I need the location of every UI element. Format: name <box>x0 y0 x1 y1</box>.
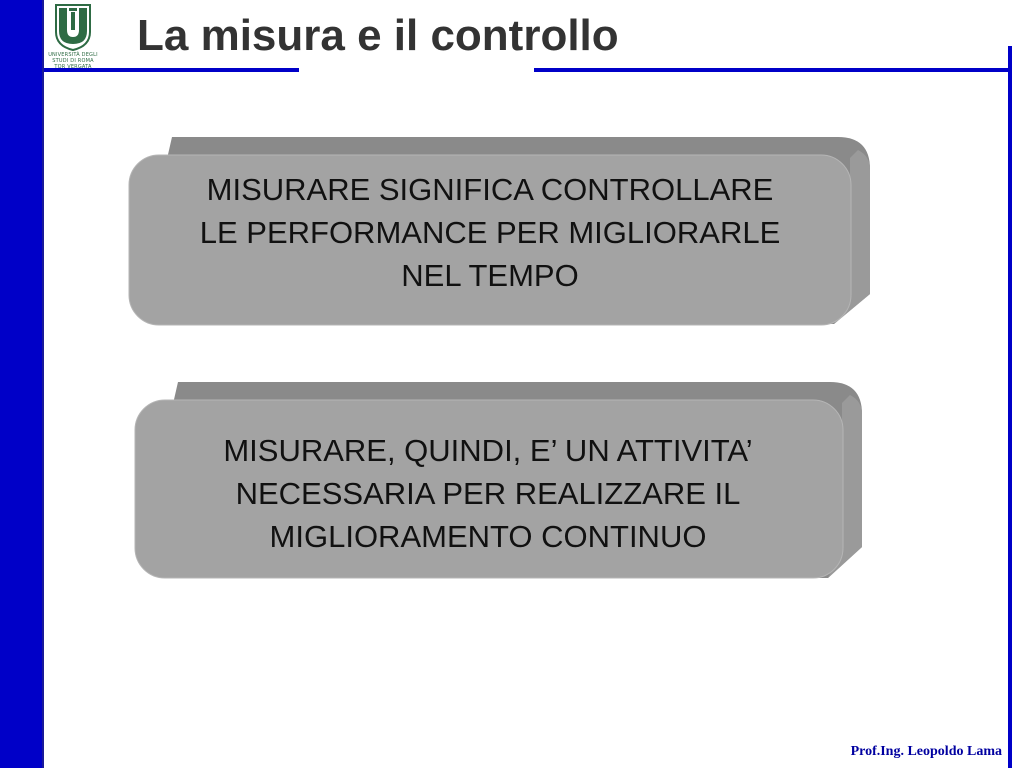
slide-title: La misura e il controllo <box>137 11 619 60</box>
left-accent-bar-edge <box>42 0 44 768</box>
statement-box-1-text: MISURARE SIGNIFICA CONTROLLARE LE PERFORMANCE PER MIGLIORARLE NEL TEMPO <box>199 172 781 293</box>
left-accent-bar <box>0 0 42 768</box>
statement-box-2 <box>134 381 864 581</box>
author-footer: Prof.Ing. Leopoldo Lama <box>850 744 1002 759</box>
statement-box-1 <box>128 136 872 328</box>
university-logo-icon <box>48 2 98 52</box>
university-logo <box>48 2 98 70</box>
statement-box-2-text: MISURARE, QUINDI, E’ UN ATTIVITA’ NECESSARIA PER REALIZZARE IL MIGLIORAMENTO CONTINUO <box>223 433 753 554</box>
logo-line-2: TOR VERGATA <box>54 64 92 70</box>
logo-line-1: UNIVERSITÀ DEGLI STUDI DI ROMA <box>48 52 98 64</box>
university-logo-caption <box>48 52 98 70</box>
title-underline-right <box>534 68 1012 72</box>
right-vertical-rule <box>1008 46 1012 768</box>
